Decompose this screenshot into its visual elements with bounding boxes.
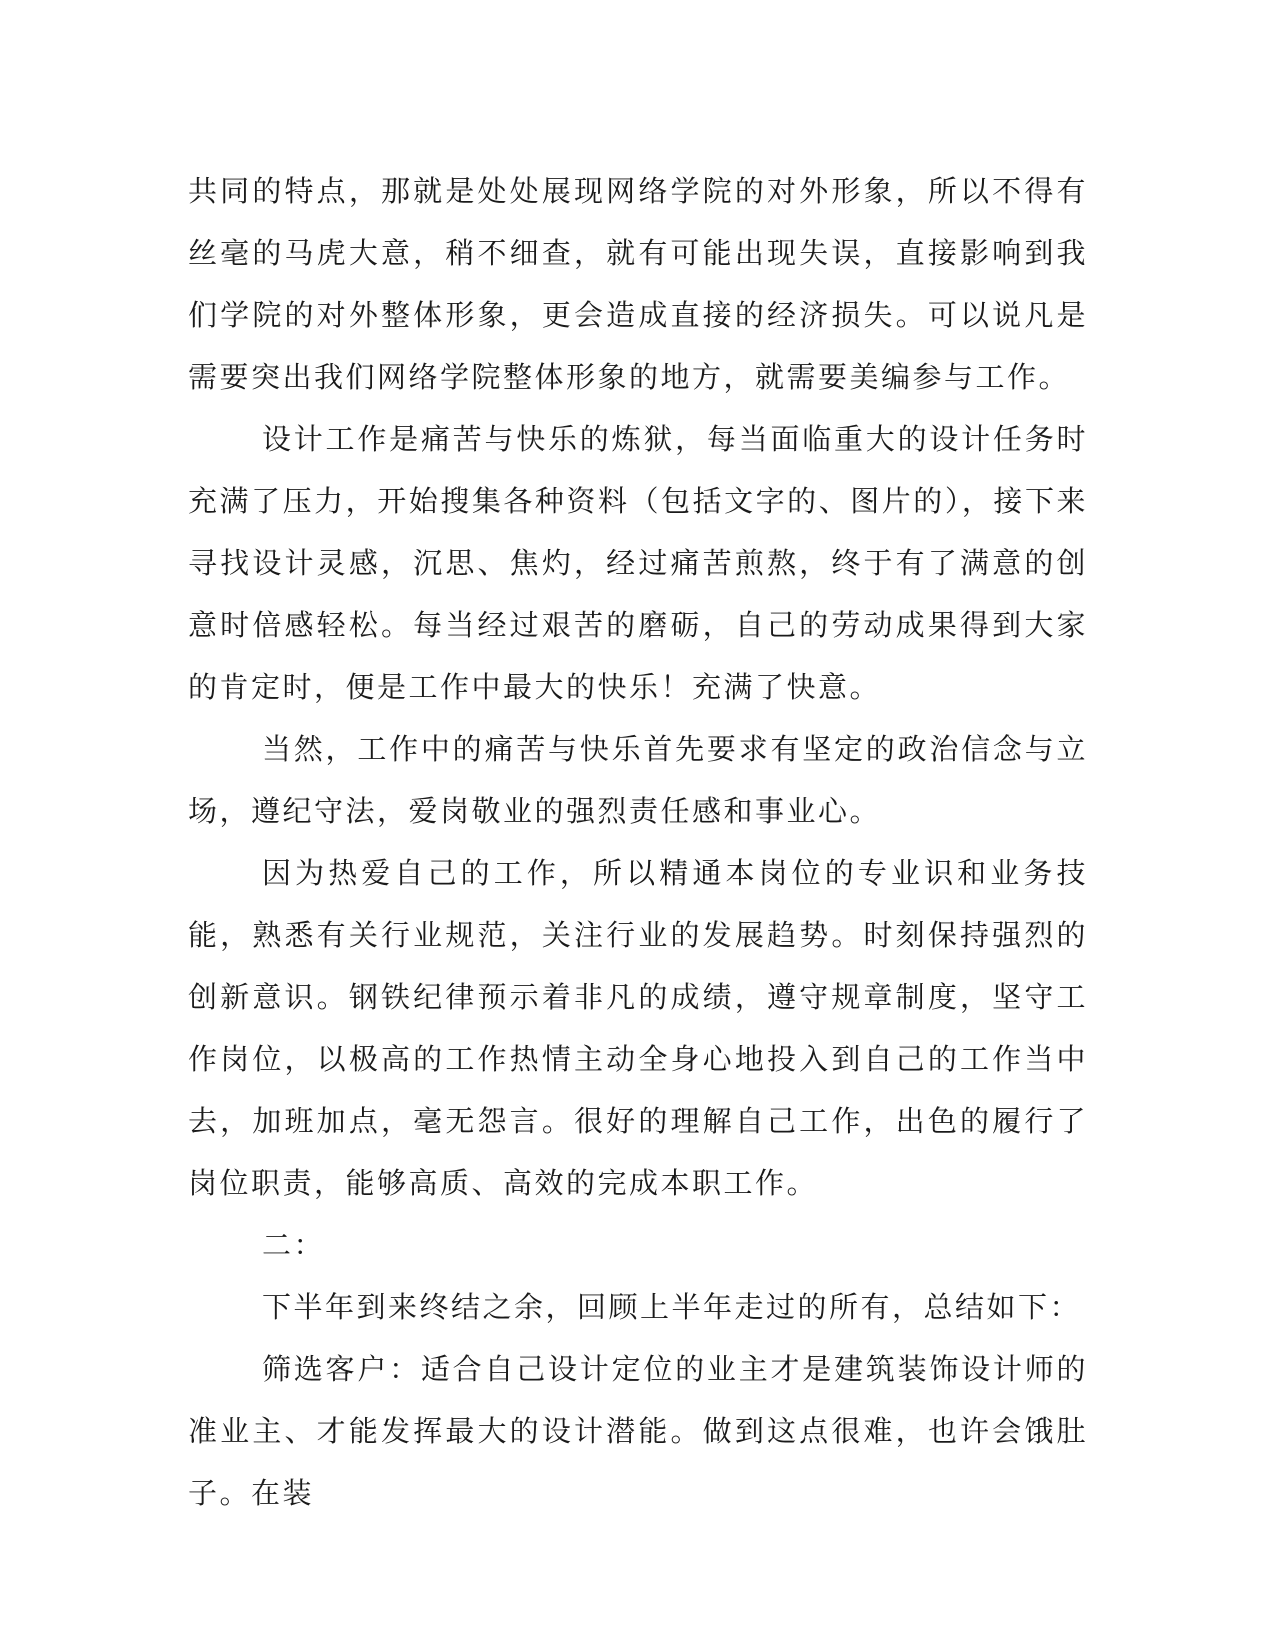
section-heading-two: 二： bbox=[262, 1228, 326, 1262]
paragraph-3: 当然，工作中的痛苦与快乐首先要求有坚定的政治信念与立场，遵纪守法，爱岗敬业的强烈责任感和事业心。 bbox=[188, 732, 1088, 828]
paragraph-2: 设计工作是痛苦与快乐的炼狱，每当面临重大的设计任务时充满了压力，开始搜集各种资料（包括文字的、图片的），接下来寻找设计灵感，沉思、焦灼，经过痛苦煎熬，终于有了满意的创意时倍感轻松。每当经过艰苦的磨砺，自己的劳动成果得到大家的肯定时，便是工作中最大的快乐！充满了快意。 bbox=[188, 422, 1088, 704]
paragraph-6: 筛选客户：适合自己设计定位的业主才是建筑装饰设计师的准业主、才能发挥最大的设计潜能。做到这点很难，也许会饿肚子。在装 bbox=[188, 1352, 1088, 1510]
document-body bbox=[188, 160, 1088, 1524]
paragraph-4: 因为热爱自己的工作，所以精通本岗位的专业识和业务技能，熟悉有关行业规范，关注行业的发展趋势。时刻保持强烈的创新意识。钢铁纪律预示着非凡的成绩，遵守规章制度，坚守工作岗位，以极高的工作热情主动全身心地投入到自己的工作当中去，加班加点，毫无怨言。很好的理解自己工作，出色的履行了岗位职责，能够高质、高效的完成本职工作。 bbox=[188, 856, 1088, 1200]
paragraph-1: 共同的特点，那就是处处展现网络学院的对外形象，所以不得有丝毫的马虎大意，稍不细查，就有可能出现失误，直接影响到我们学院的对外整体形象，更会造成直接的经济损失。可以说凡是需要突出我们网络学院整体形象的地方，就需要美编参与工作。 bbox=[188, 174, 1088, 394]
paragraph-5: 下半年到来终结之余，回顾上半年走过的所有，总结如下： bbox=[262, 1290, 1082, 1324]
